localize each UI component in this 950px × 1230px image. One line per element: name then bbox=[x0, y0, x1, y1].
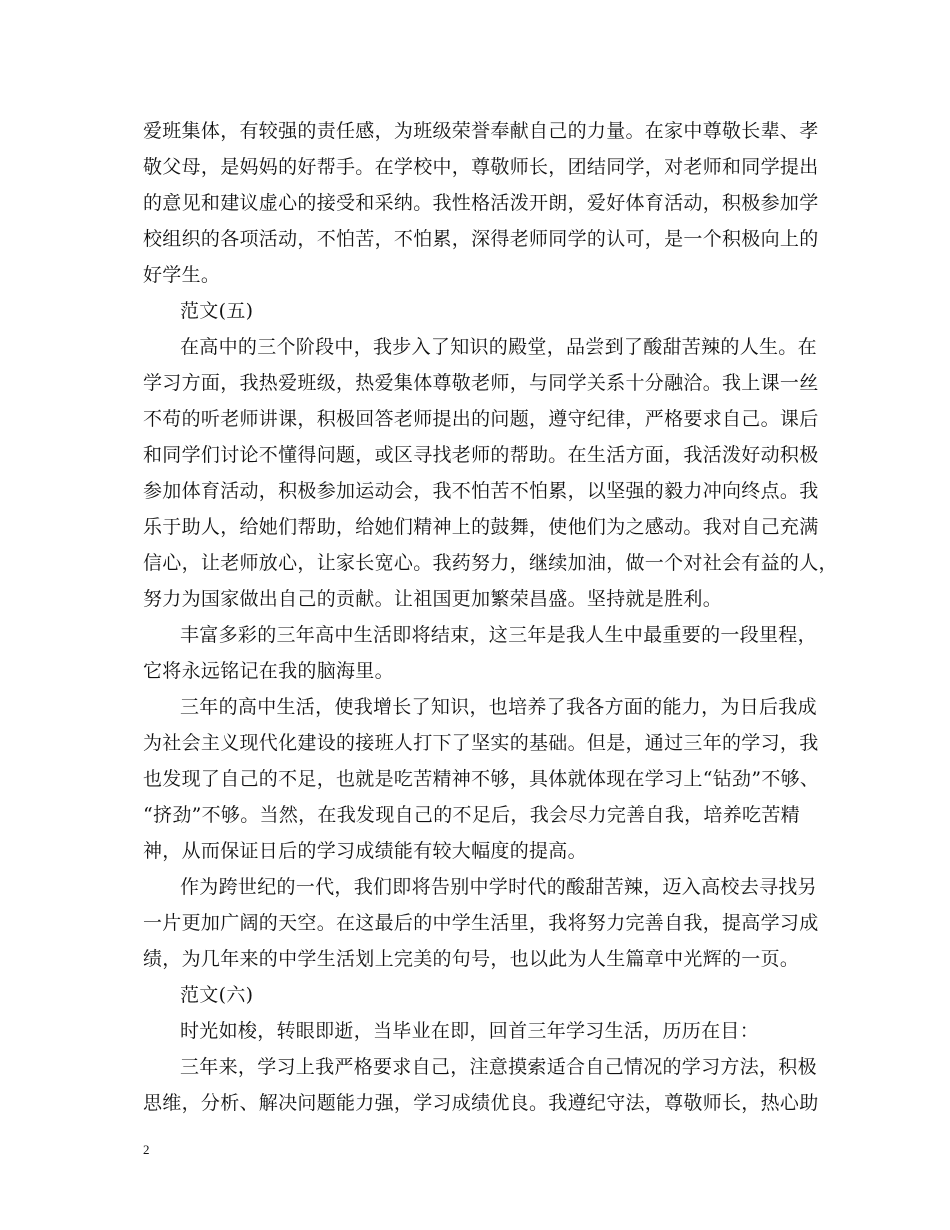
text-line: 不苟的听老师讲课，积极回答老师提出的问题，遵守纪律，严格要求自己。课后 bbox=[143, 408, 819, 430]
text-line: 好学生。 bbox=[143, 264, 221, 286]
page-number: 2 bbox=[143, 1142, 150, 1157]
text-line: 乐于助人，给她们帮助，给她们精神上的鼓舞，使他们为之感动。我对自己充满 bbox=[143, 516, 819, 538]
text-line: 在高中的三个阶段中，我步入了知识的殿堂，品尝到了酸甜苦辣的人生。在 bbox=[180, 336, 817, 358]
text-line: 为社会主义现代化建设的接班人打下了坚实的基础。但是，通过三年的学习，我 bbox=[143, 732, 819, 754]
text-line: 时光如梭，转眼即逝，当毕业在即，回首三年学习生活，历历在目： bbox=[180, 1020, 760, 1042]
text-line: 丰富多彩的三年高中生活即将结束，这三年是我人生中最重要的一段里程， bbox=[180, 624, 817, 646]
text-line: 作为跨世纪的一代，我们即将告别中学时代的酸甜苦辣，迈入高校去寻找另 bbox=[180, 876, 817, 898]
text-line: 三年的高中生活，使我增长了知识，也培养了我各方面的能力，为日后我成 bbox=[180, 696, 817, 718]
text-line: 绩，为几年来的中学生活划上完美的句号，也以此为人生篇章中光辉的一页。 bbox=[143, 948, 800, 970]
text-line: 校组织的各项活动，不怕苦，不怕累，深得老师同学的认可，是一个积极向上的 bbox=[143, 228, 819, 250]
text-line: 参加体育活动，积极参加运动会，我不怕苦不怕累，以坚强的毅力冲向终点。我 bbox=[143, 480, 819, 502]
text-line: 一片更加广阔的天空。在这最后的中学生活里，我将努力完善自我，提高学习成 bbox=[143, 912, 819, 934]
text-line: 信心，让老师放心，让家长宽心。我药努力，继续加油，做一个对社会有益的人， bbox=[143, 552, 838, 574]
text-line: 它将永远铭记在我的脑海里。 bbox=[143, 660, 394, 682]
text-line: 努力为国家做出自己的贡献。让祖国更加繁荣昌盛。坚持就是胜利。 bbox=[143, 588, 723, 610]
text-line: 敬父母，是妈妈的好帮手。在学校中，尊敬师长，团结同学，对老师和同学提出 bbox=[143, 156, 819, 178]
text-line: 的意见和建议虚心的接受和采纳。我性格活泼开朗，爱好体育活动，积极参加学 bbox=[143, 192, 819, 214]
text-line: 也发现了自己的不足，也就是吃苦精神不够，具体就体现在学习上“钻劲”不够、 bbox=[143, 768, 820, 790]
section-heading: 范文(六) bbox=[180, 984, 254, 1006]
text-line: 思维，分析、解决问题能力强，学习成绩优良。我遵纪守法，尊敬师长，热心助 bbox=[143, 1092, 819, 1114]
text-line: 爱班集体，有较强的责任感，为班级荣誉奉献自己的力量。在家中尊敬长辈、孝 bbox=[143, 120, 819, 142]
text-line: “挤劲”不够。当然，在我发现自己的不足后，我会尽力完善自我，培养吃苦精 bbox=[143, 804, 800, 826]
text-line: 和同学们讨论不懂得问题，或区寻找老师的帮助。在生活方面，我活泼好动积极 bbox=[143, 444, 819, 466]
section-heading: 范文(五) bbox=[180, 300, 254, 322]
text-line: 学习方面，我热爱班级，热爱集体尊敬老师，与同学关系十分融洽。我上课一丝 bbox=[143, 372, 819, 394]
text-line: 三年来，学习上我严格要求自己，注意摸索适合自己情况的学习方法，积极 bbox=[180, 1056, 817, 1078]
text-line: 神，从而保证日后的学习成绩能有较大幅度的提高。 bbox=[143, 840, 587, 862]
